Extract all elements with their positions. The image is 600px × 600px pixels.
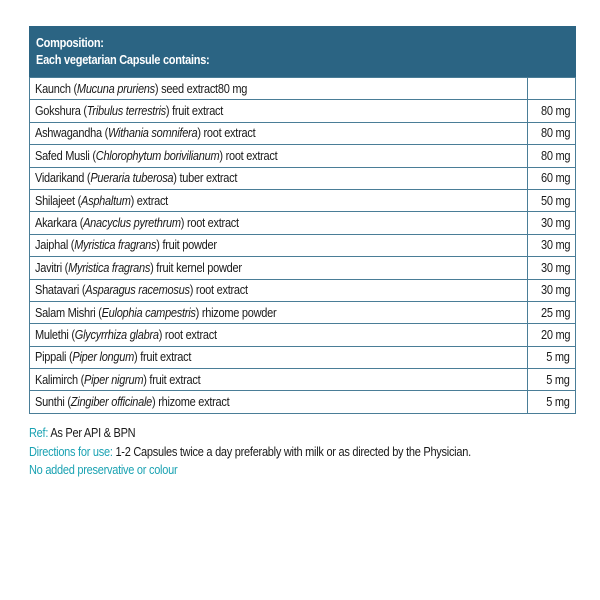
ingredient-row [30, 78, 576, 100]
ingredient-latin-name: Piper longum [72, 350, 135, 365]
ingredient-name [35, 373, 200, 387]
ingredient-part: ) root extract [158, 327, 217, 342]
ingredient-name-cell [30, 346, 528, 368]
ingredient-common-name: Kalimirch ( [35, 372, 85, 387]
ingredient-latin-name: Chlorophytum borivilianum [95, 148, 220, 163]
ingredient-common-name: Sunthi ( [35, 395, 71, 410]
ingredient-row [30, 391, 576, 413]
ingredient-latin-name: Myristica fragrans [68, 260, 151, 275]
ingredient-part: ) fruit extract [143, 372, 201, 387]
ingredient-name-cell [30, 212, 528, 234]
ingredient-quantity: 5 mg [546, 395, 570, 410]
ingredient-quantity: 30 mg [540, 260, 570, 275]
ingredient-name-cell [30, 100, 528, 122]
ingredient-common-name: Salam Mishri ( [35, 305, 102, 320]
composition-title: Composition: [36, 36, 104, 50]
ingredient-name [35, 350, 191, 364]
ingredient-name [35, 82, 247, 96]
ingredient-quantity-cell [528, 212, 576, 234]
ingredient-latin-name: Mucuna pruriens [76, 81, 155, 96]
ingredient-part: ) root extract [189, 283, 248, 298]
ingredient-quantity-cell [528, 391, 576, 413]
ingredient-latin-name: Eulophia campestris [101, 305, 196, 320]
ingredient-latin-name: Tribulus terrestris [86, 104, 166, 119]
ingredient-part: ) extract [130, 193, 168, 208]
ingredient-name-cell [30, 279, 528, 301]
directions-label: Directions for use: [29, 444, 113, 459]
ingredient-name [35, 104, 223, 118]
composition-header [29, 26, 576, 77]
ingredient-name-cell [30, 189, 528, 211]
ingredient-name-cell [30, 145, 528, 167]
ingredient-row [30, 167, 576, 189]
ingredient-latin-name: Pueraria tuberosa [90, 171, 174, 186]
ingredient-quantity-cell [528, 301, 576, 323]
ingredient-name [35, 283, 248, 297]
ingredient-quantity-cell [528, 78, 576, 100]
ingredient-common-name: Gokshura ( [35, 104, 87, 119]
ingredient-part: ) fruit powder [156, 238, 217, 253]
preservative-note: No added preservative or colour [29, 463, 178, 477]
ingredient-latin-name: Myristica fragrans [74, 238, 157, 253]
ingredient-name-cell [30, 122, 528, 144]
ingredient-latin-name: Withania somnifera [108, 126, 198, 141]
ingredient-latin-name: Piper nigrum [84, 372, 144, 387]
ingredient-quantity-cell [528, 145, 576, 167]
ingredient-row [30, 279, 576, 301]
ingredient-part: ) fruit extract [134, 350, 192, 365]
ingredient-quantity: 30 mg [540, 283, 570, 298]
ingredient-part: ) root extract [180, 216, 239, 231]
ingredient-quantity: 30 mg [540, 216, 570, 231]
reference-line [29, 424, 522, 443]
reference-value: As Per API & BPN [50, 426, 136, 440]
ingredient-name-cell [30, 369, 528, 391]
ingredient-part: ) root extract [219, 148, 278, 163]
ingredient-common-name: Safed Musli ( [35, 148, 96, 163]
ingredient-quantity: 25 mg [540, 305, 570, 320]
ingredient-quantity: 5 mg [546, 350, 570, 365]
ingredient-name [35, 216, 239, 230]
ingredient-quantity-cell [528, 279, 576, 301]
ingredient-name-cell [30, 167, 528, 189]
ingredient-latin-name: Asparagus racemosus [85, 283, 190, 298]
ingredient-name-cell [30, 78, 528, 100]
ingredient-name [35, 126, 255, 140]
ingredient-common-name: Ashwagandha ( [35, 126, 109, 141]
ingredient-row [30, 145, 576, 167]
ingredient-row [30, 346, 576, 368]
ingredient-part: ) tuber extract [173, 171, 238, 186]
composition-table-body [30, 78, 576, 414]
ingredient-common-name: Javitri ( [35, 260, 69, 275]
ingredient-row [30, 212, 576, 234]
ingredient-quantity-cell [528, 100, 576, 122]
ingredient-latin-name: Anacyclus pyrethrum [83, 216, 181, 231]
ingredient-name [35, 171, 237, 185]
ingredient-part: ) rhizome powder [195, 305, 277, 320]
ingredient-quantity: 80 mg [540, 104, 570, 119]
ingredient-row [30, 122, 576, 144]
ingredient-common-name: Shatavari ( [35, 283, 86, 298]
ingredient-quantity: 20 mg [540, 327, 570, 342]
ingredient-part: ) fruit kernel powder [150, 260, 242, 275]
ingredient-quantity-cell [528, 257, 576, 279]
ingredient-quantity: 60 mg [540, 171, 570, 186]
composition-subtitle: Each vegetarian Capsule contains: [36, 53, 210, 67]
ingredient-quantity: 80 mg [540, 148, 570, 163]
ingredient-quantity-cell [528, 324, 576, 346]
ingredient-common-name: Akarkara ( [35, 216, 84, 231]
ingredient-quantity: 50 mg [540, 193, 570, 208]
ingredient-row [30, 257, 576, 279]
ingredient-name [35, 238, 217, 252]
ingredient-row [30, 301, 576, 323]
ingredient-row [30, 100, 576, 122]
reference-label: Ref: [29, 426, 49, 440]
composition-table [29, 77, 576, 414]
ingredient-name-cell [30, 324, 528, 346]
ingredient-common-name: Kaunch ( [35, 81, 77, 96]
ingredient-latin-name: Zingiber officinale [70, 395, 153, 410]
ingredient-name [35, 306, 276, 320]
ingredient-name-cell [30, 391, 528, 413]
ingredient-row [30, 324, 576, 346]
ingredient-common-name: Pippali ( [35, 350, 73, 365]
ingredient-name [35, 395, 229, 409]
ingredient-row [30, 189, 576, 211]
ingredient-quantity-cell [528, 189, 576, 211]
ingredient-name [35, 328, 217, 342]
notes-section [29, 424, 589, 480]
ingredient-name-cell [30, 257, 528, 279]
ingredient-common-name: Shilajeet ( [35, 193, 82, 208]
ingredient-quantity-cell [528, 167, 576, 189]
ingredient-quantity-cell [528, 234, 576, 256]
ingredient-name [35, 149, 277, 163]
ingredient-quantity: 80 mg [540, 126, 570, 141]
ingredient-latin-name: Asphaltum [81, 193, 131, 208]
ingredient-quantity-cell [528, 346, 576, 368]
ingredient-row [30, 234, 576, 256]
ingredient-part: ) root extract [197, 126, 256, 141]
ingredient-name [35, 261, 242, 275]
ingredient-latin-name: Glycyrrhiza glabra [74, 327, 159, 342]
ingredient-quantity: 30 mg [540, 238, 570, 253]
ingredient-row [30, 369, 576, 391]
ingredient-part: ) rhizome extract [152, 395, 230, 410]
ingredient-name-cell [30, 301, 528, 323]
directions-line [29, 443, 522, 462]
ingredient-quantity: 5 mg [546, 372, 570, 387]
ingredient-part: ) seed extract80 mg [154, 81, 248, 96]
ingredient-name-cell [30, 234, 528, 256]
directions-value: 1-2 Capsules twice a day preferably with milk or as directed by the Physician. [115, 444, 471, 459]
ingredient-part: ) fruit extract [165, 104, 224, 119]
composition-panel [29, 26, 576, 414]
ingredient-common-name: Mulethi ( [35, 327, 75, 342]
ingredient-quantity-cell [528, 122, 576, 144]
ingredient-common-name: Jaiphal ( [35, 238, 75, 253]
ingredient-quantity-cell [528, 369, 576, 391]
ingredient-name [35, 194, 168, 208]
ingredient-common-name: Vidarikand ( [35, 171, 91, 186]
